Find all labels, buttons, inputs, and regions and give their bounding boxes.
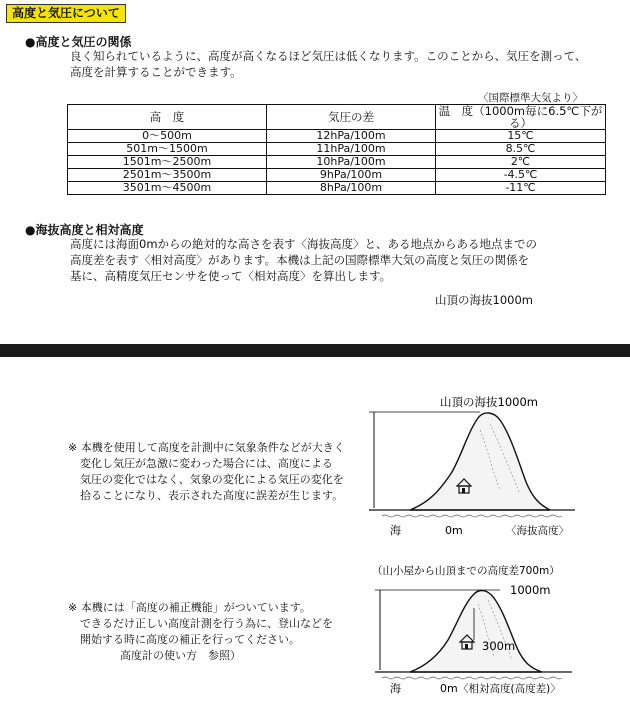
relative-altitude-diagram (360, 560, 610, 700)
table-row (68, 182, 606, 195)
note2-line1: ※ 本機には「高度の補正機能」がついています。 (68, 601, 311, 614)
table-cell: 2501m～3500m (68, 169, 267, 182)
table-cell: -11℃ (436, 182, 606, 195)
section1-text-line2: 高度を計算することができます。 (70, 65, 242, 79)
note1-line2: 変化し気圧が急激に変わった場合には、高度による (80, 457, 333, 470)
zero-meter-label: 0m (445, 524, 463, 537)
table-header-pressure-diff: 気圧の差 (267, 105, 436, 130)
section1-text-line1: 良く知られているように、高度が高くなるほど気圧は低くなります。このことから、気圧を測って、 (70, 49, 587, 63)
page-title: 高度と気圧について (6, 4, 126, 23)
hut-altitude-label: 300m (482, 639, 516, 653)
mountain-shape (410, 591, 542, 672)
sea-level-altitude-label: 〈海抜高度〉 (506, 525, 569, 537)
note1-line1: ※ 本機を使用して高度を計測中に気象条件などが大きく (68, 441, 345, 454)
table-header-temperature: 温 度（1000m毎に6.5℃下がる） (436, 105, 606, 130)
note1-line4: 拾ることになり、表示された高度に誤差が生じます。 (80, 489, 344, 502)
table-header-row (68, 105, 606, 130)
section-heading-sea-level-relative: ●海抜高度と相対高度 (25, 223, 144, 237)
relative-altitude-label: 〈相対高度(高度差)〉 (458, 683, 561, 695)
section-heading-altitude-pressure: ●高度と気圧の関係 (25, 35, 132, 49)
table-header-altitude: 高 度 (68, 105, 267, 130)
standard-atmosphere-table (67, 104, 606, 195)
sea-wave (382, 515, 562, 517)
sea-label: 海 (390, 682, 401, 695)
table-row (68, 169, 606, 182)
table-row (68, 156, 606, 169)
table-cell: 9hPa/100m (267, 169, 436, 182)
table-row (68, 130, 606, 143)
page-divider (0, 344, 630, 357)
table-cell: 15℃ (436, 130, 606, 143)
table-cell: 8.5℃ (436, 143, 606, 156)
note1-line3: 気圧の変化ではなく、気象の変化による気圧の変化を (80, 473, 344, 486)
table-cell: 11hPa/100m (267, 143, 436, 156)
sea-label: 海 (390, 524, 401, 537)
note2-line3: 開始する時に高度の補正を行ってください。 (80, 633, 300, 646)
peak-altitude-label: 山頂の海抜1000m (440, 395, 538, 409)
note2-line2: できるだけ正しい高度計測を行う為に、登山などを (80, 617, 333, 630)
section2-text-line2: 高度差を表す〈相対高度〉があります。本機は上記の国際標準大気の高度と気圧の関係を (70, 253, 530, 267)
relative-peak-label: 1000m (510, 583, 551, 597)
sea-level-altitude-diagram (360, 390, 610, 545)
note2-line4: 高度計の使い方 参照） (120, 649, 241, 662)
table-cell: 12hPa/100m (267, 130, 436, 143)
sea-wave (382, 677, 562, 679)
section2-text-line3: 基に、高精度気圧センサを使って〈相対高度〉を算出します。 (70, 269, 392, 283)
table-cell: 8hPa/100m (267, 182, 436, 195)
section2-text-line1: 高度には海面0mからの絶対的な高さを表す〈海抜高度〉と、ある地点からある地点までの (70, 237, 538, 251)
table-cell: -4.5℃ (436, 169, 606, 182)
zero-meter-label: 0m (440, 682, 458, 695)
top-peak-caption: 山頂の海抜1000m (435, 293, 533, 307)
table-cell: 2℃ (436, 156, 606, 169)
table-row (68, 143, 606, 156)
mountain-shape (410, 413, 550, 510)
table-cell: 3501m～4500m (68, 182, 267, 195)
table-cell: 1501m～2500m (68, 156, 267, 169)
table-cell: 10hPa/100m (267, 156, 436, 169)
table-cell: 0～500m (68, 130, 267, 143)
table-cell: 501m～1500m (68, 143, 267, 156)
relative-diagram-caption: （山小屋から山頂までの高度差700m） (372, 565, 560, 577)
table-source-note: 〈国際標準大気より〉 (478, 92, 583, 104)
